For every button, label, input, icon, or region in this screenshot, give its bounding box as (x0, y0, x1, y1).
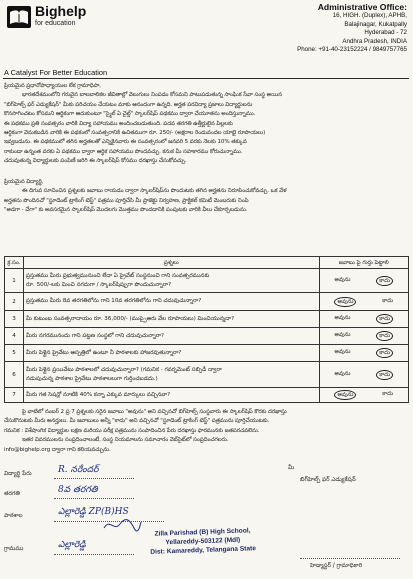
answer-no[interactable]: కాదు (382, 391, 394, 397)
answer-no[interactable]: కాదు (376, 314, 393, 324)
name-underline (54, 478, 134, 479)
question-line: మీరు గత సెషన్లో నూటికి 40% కన్నా ఎక్కువ మార్కులు వచ్చినవా? (25, 391, 171, 398)
class-label: తరగతి (4, 491, 20, 497)
closing-prefix: మీ (288, 465, 295, 471)
organization-signoff: బిగ్‌హెల్ప్ ఫర్ ఎడ్యుకేషన్ (300, 477, 356, 483)
student-name-field[interactable]: R. నరేందర్ (58, 465, 99, 475)
answer-cell (319, 388, 408, 403)
answer-no[interactable]: కాదు (376, 276, 393, 286)
answer-yes[interactable]: అవును (334, 315, 351, 321)
question-line: రూ. 500/-లకు మించి నగదుగా / స్కాలర్‌షిప్పుగా పొందుచున్నారా? (25, 281, 172, 288)
answer-cell (319, 345, 408, 362)
row-number: 7 (5, 388, 24, 403)
answer-no[interactable]: కాదు (376, 331, 393, 341)
column-header-sno: క్ర.సం. (5, 257, 24, 269)
question-line: మీ కుటుంబ సంవత్సరాదాయం రూ. 36,000/- (ముప్పైఆరు వేల రూపాయలు) మించియున్నదా? (25, 315, 235, 322)
header-divider (3, 78, 409, 79)
closing-line: info@bighelp.org ద్వారా గాని కలియవచ్చును. (4, 446, 111, 453)
question-text (23, 269, 319, 293)
address-line: 16, HIGH. (Duplex), APHB, (332, 12, 407, 19)
question-text (23, 293, 319, 311)
school-stamp (150, 526, 257, 557)
answer-yes[interactable]: అవును (334, 332, 351, 338)
answer-no[interactable]: కాదు (376, 370, 393, 380)
eligibility-table (4, 256, 409, 403)
question-text (23, 362, 319, 388)
intro-line: కొనసాగించటం కోసమని ఆర్థికంగా ఆదుకుంటూ "స్మైల్ ఏ చైల్డ్" స్కాలర్‌షిప్ పథకము ద్వారా చేయూతను అందిస్తున్నాము. (4, 111, 256, 118)
answer-no[interactable]: కాదు (382, 297, 394, 304)
student-paragraph (4, 178, 408, 216)
table-row (5, 311, 409, 328)
intro-line: చదువుతున్న విద్యార్థులకు పంపిణీ జరిగి ఈ స్కాలర్‌షిప్ కోసము దరఖాస్తు చేసుకోవచ్చు. (4, 158, 187, 165)
question-line: ప్రస్తుతము మీరు 8వ తరగతిలోను గాని 10వ తరగతిలోను గాని చదువుచున్నారా? (25, 298, 202, 305)
answer-cell (319, 362, 408, 388)
signature-line (300, 558, 400, 559)
office-address (297, 2, 407, 55)
intro-line: ఆర్థికంగా వెనుకబడిన వారికి ఈ పథకంలో సంవత్సరానికి ఉచితముగా రూ. 250/- (అక్షరాల రెండువందల యాభై రూపాయలు) (4, 130, 266, 137)
tagline: A Catalyst For Better Education (4, 68, 108, 77)
closing-line: చేసుకొనుటకు మీరు అనర్హులు. మీ జవాబులు అన్నీ "కాదు" అని వచ్చినచో "స్టూడెంట్ ట్రాకింగ్ టెస్ట్" పత్రమును పూర్తిచేయుటకు. (4, 418, 270, 425)
answer-cell (319, 328, 408, 345)
question-line: ప్రస్తుతము మీరు ప్రభుత్వమునుంచి లేదా ఏ ప్రైవేట్ సంస్థనుంచి గాని సంవత్సరమునకు (25, 272, 210, 279)
column-header-question: ప్రశ్నలు (23, 257, 319, 269)
closing-line: గమనిక : విశేషాంగిక విద్యార్థుల లక్షణ మరియు పరీక్ష పత్రమును సంపాదించిన పేరు దరఖాస్తు ఫారమునకు జతపరచవలెను. (4, 427, 260, 434)
school-field[interactable]: ఎల్లారెడ్డి ZP(B)HS (58, 507, 129, 517)
table-row (5, 269, 409, 293)
address-line: Andhra Pradesh, INDIA (342, 37, 407, 45)
address-line: Hyderabad - 72 (364, 29, 407, 37)
school-label: పాఠశాల (4, 513, 23, 519)
column-header-answer: జవాబు పై గుర్తు పెట్టాలి (319, 257, 408, 269)
phone-number: Phone: +91-40-23152224 / 9849757765 (297, 46, 407, 54)
signature-scribble-icon (102, 516, 142, 534)
closing-paragraph (4, 408, 408, 455)
class-underline (54, 498, 134, 499)
closing-line: ఇతర వివరములను సంప్రదించాలంటే, సంస్థ నియమాలను సమాచారం వెబ్‌సైట్‌లో సంప్రదించగలరు. (22, 437, 229, 444)
row-number: 2 (5, 293, 24, 311)
answer-yes[interactable]: అవును (334, 349, 351, 355)
question-line: నడుపుచున్న పాఠశాల ప్రైవేటు పాఠశాలలుగా గుర్తించబడదు.) (25, 375, 158, 382)
question-text (23, 311, 319, 328)
signature-label: హెడ్మాస్టర్ / గ్రామాధికారి (310, 563, 363, 569)
bighelp-logo-icon (6, 4, 32, 30)
closing-line: పై వాటిలో నంబర్ 2 ప్ర 7 ప్రశ్నలకు సరైన జవాబు "అవును" అని వచ్చినచో బిగ్‌హెల్ప్ సంస్థవారు ఈ స్కాలర్‌షిప్ కొరకు దరఖాస్తు (22, 409, 287, 415)
student-name-label: విద్యార్థి పేరు (4, 471, 32, 477)
office-title: Administrative Office: (317, 2, 407, 12)
stamp-line: Zilla Parishad (B) High School, (154, 527, 251, 538)
intro-paragraph (4, 82, 408, 167)
intro-line: భారతదేశమంలోని గరువైన బాలబాలికల జీవితాల్లో వెలుగులు నింపడం కోసమని పాటుపడుతున్న సాంఘిక సేవా సంస్థ అయిన (22, 92, 282, 99)
stamp-line: Dist: Kamareddy, Telangana State (150, 545, 257, 556)
village-field[interactable]: ఎల్లారెడ్డి (58, 540, 86, 550)
answer-cell (319, 293, 408, 311)
answer-no[interactable]: కాదు (376, 348, 393, 358)
question-line: మీరు పెళ్లైన ప్రైవేటు ఆస్పత్రిలో ఉంటూ నీ పాఠశాలకు హాజరవుతున్నారా? (25, 349, 182, 356)
student-line: "అడగా - చేగా" కు అవసరమైన స్కాలర్‌షిప్ మొదలగు మొత్తము పొందడానికి పంపుటకు వారికి వీలు చేకూర్చబడును. (4, 207, 248, 214)
village-underline (54, 554, 134, 555)
answer-yes[interactable]: అవును (334, 297, 356, 307)
question-text (23, 328, 319, 345)
row-number: 3 (5, 311, 24, 328)
brand-subtitle: for education (35, 20, 76, 27)
question-text (23, 388, 319, 403)
answer-cell (319, 311, 408, 328)
row-number: 5 (5, 345, 24, 362)
intro-line: "బిగ్‌హెల్ప్ ఫర్ ఎడ్యుకేషన్" మీకు పరిచయం చేయటం మాకు ఆనందంగా ఉన్నది. అర్హత పరవిద్యా ప్రజాలు విద్యార్థులను (4, 101, 253, 108)
stamp-line: Yellareddy-503122 (Mdl) (165, 536, 241, 547)
question-text (23, 345, 319, 362)
intro-line: రాకుండా ఉన్నంత వరకు ఏ పథకము ద్వారా ఆర్థిక సహాయము పొందవచ్చు. కనుక మీ సహకారము కోరుచున్నాము. (4, 148, 243, 155)
question-line: మీరు నగరమునందు గాని పట్టణ సంస్థలో గాని చదువుచున్నారా? (25, 332, 164, 339)
table-row (5, 293, 409, 311)
intro-line: ప్రియమైన ప్రధానోపాధ్యాయుల లేక గ్రామాధిపా, (4, 83, 101, 89)
intro-line: ఈ పథకము ప్రతి సంవత్సరం వారికి విద్యా సహాయము అందించబడుతుంది. పదవ తరగతి ఉత్తీర్ణులైన పిల్లలకు (4, 120, 233, 127)
table-row (5, 362, 409, 388)
answer-yes[interactable]: అవును (334, 276, 351, 283)
class-field[interactable]: 8వ తరగతి (58, 485, 98, 495)
table-row (5, 328, 409, 345)
student-line: అర్హతను పొందినచో "స్టూడెంట్ ట్రాకింగ్ టెస్ట్" పత్రము పూర్తిచేసి మీ ప్రాజెక్టు నిర్వహణ, ప్రాక్టికల్ కమిటీ మెంబరుకు నింపి (4, 197, 249, 204)
brand-name: Bighelp (35, 3, 87, 19)
village-label: గ్రామము (4, 546, 24, 552)
row-number: 4 (5, 328, 24, 345)
row-number: 1 (5, 269, 24, 293)
row-number: 6 (5, 362, 24, 388)
answer-yes[interactable]: అవును (334, 390, 356, 400)
question-line: మీరు పెళ్లైన ప్రయివేటు పాఠశాలలో చదువుచున్నారా? (గమనిక - గవర్నమెంట్ సబ్సిడీ ద్వారా (25, 366, 222, 373)
answer-cell (319, 269, 408, 293)
address-line: Balajinagar, Kukatpally (344, 20, 407, 28)
table-row (5, 388, 409, 403)
table-header-row (5, 257, 409, 269)
answer-yes[interactable]: అవును (334, 370, 351, 377)
student-line: ఈ దిగువ సూచించిన ప్రశ్నలకు జవాబు రాయడం ద్వారా స్కాలర్‌షిప్‌ను పొందుటకు తగిన అర్హతను నిరూపించుకోవచ్చు. ఒక వేళ (22, 188, 287, 195)
intro-line: ఇవ్వబడును. ఈ పథకములో తగిన అర్హతలతో ఎన్నికైనవారు ఈ సంవత్సరంలో జనవరి 5 వరకు నెలకు 10% తక్కువ (4, 139, 247, 146)
student-line: ప్రియమైన విద్యార్థి, (4, 179, 44, 185)
table-row (5, 345, 409, 362)
